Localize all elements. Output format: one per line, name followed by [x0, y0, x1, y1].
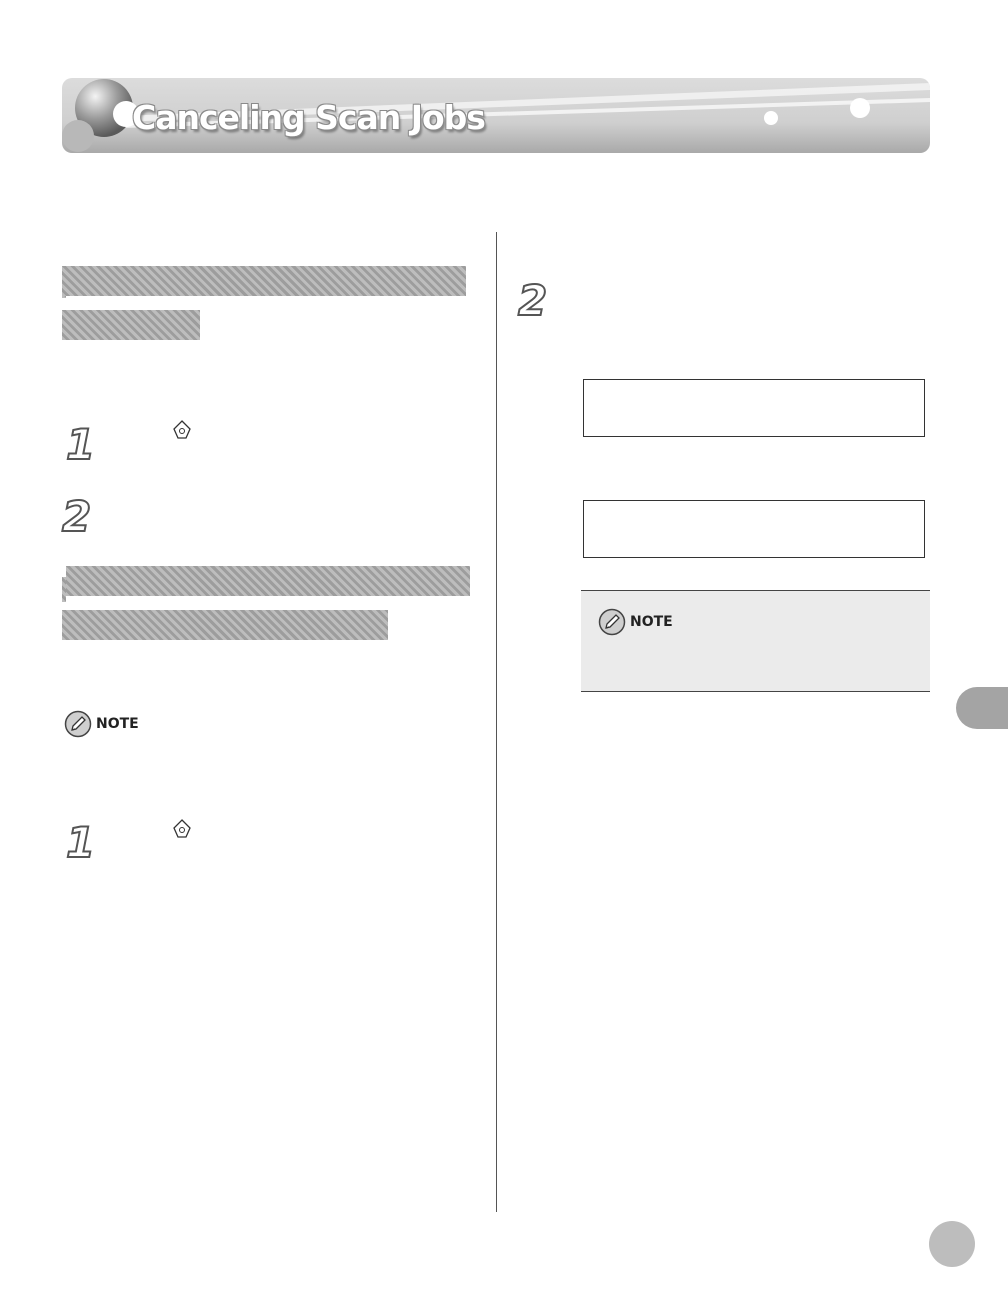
- pencil-icon: [64, 710, 92, 738]
- bubble-icon: [764, 111, 778, 125]
- chapter-tab: [956, 687, 1008, 729]
- note-box: [581, 590, 930, 692]
- note-label: NOTE: [630, 614, 673, 630]
- lcd-screen: [583, 379, 925, 437]
- note-label: NOTE: [96, 716, 139, 732]
- section-heading-2: [62, 566, 470, 654]
- note-header: [64, 710, 139, 738]
- lcd-screen: [583, 500, 925, 558]
- stop-button-icon: [172, 819, 192, 839]
- page-number-marker: [929, 1221, 975, 1267]
- page-title: Canceling Scan Jobs: [132, 98, 485, 137]
- section-heading-1-decoration: [62, 266, 466, 354]
- stop-button-icon: [172, 420, 192, 440]
- step-number: 2: [62, 492, 92, 541]
- gray-sphere-icon: [62, 78, 142, 153]
- step-number: 1: [66, 420, 96, 469]
- step-number: 2: [518, 276, 548, 325]
- pencil-icon: [598, 608, 626, 636]
- step-number: 1: [66, 818, 96, 867]
- bubble-icon: [850, 98, 870, 118]
- note-header: [598, 608, 673, 636]
- column-divider: [496, 232, 497, 1212]
